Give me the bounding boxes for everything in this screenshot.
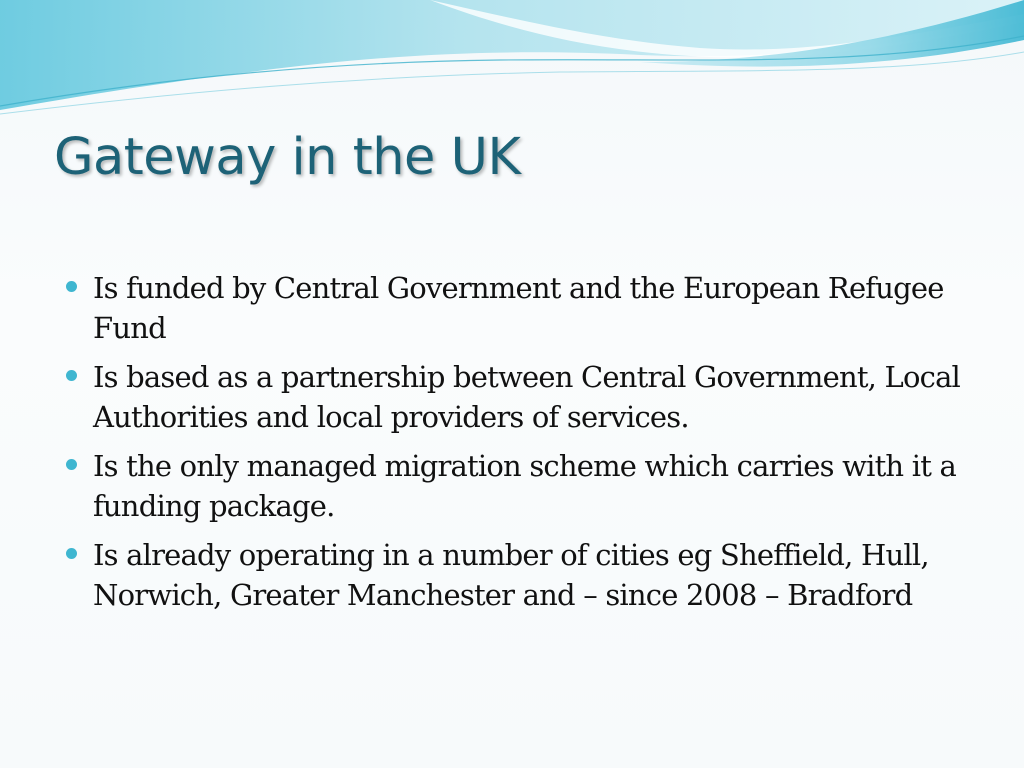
bullet-text: Is the only managed migration scheme which carries with it a funding package. [93, 449, 956, 523]
slide-title: Gateway in the UK [54, 128, 521, 187]
header-wave-decoration [0, 0, 1024, 130]
bullet-dot-icon [66, 548, 77, 559]
bullet-list [64, 268, 964, 624]
bullet-item [64, 535, 964, 615]
bullet-text: Is based as a partnership between Central Government, Local Authorities and local providers of services. [93, 360, 961, 434]
bullet-item [64, 357, 964, 437]
bullet-item [64, 446, 964, 526]
bullet-dot-icon [66, 370, 77, 381]
bullet-dot-icon [66, 459, 77, 470]
bullet-text: Is already operating in a number of cities eg Sheffield, Hull, Norwich, Greater Manchester and – since 2008 – Bradford [93, 538, 929, 612]
bullet-dot-icon [66, 281, 77, 292]
bullet-item [64, 268, 964, 348]
bullet-text: Is funded by Central Government and the European Refugee Fund [93, 271, 944, 345]
